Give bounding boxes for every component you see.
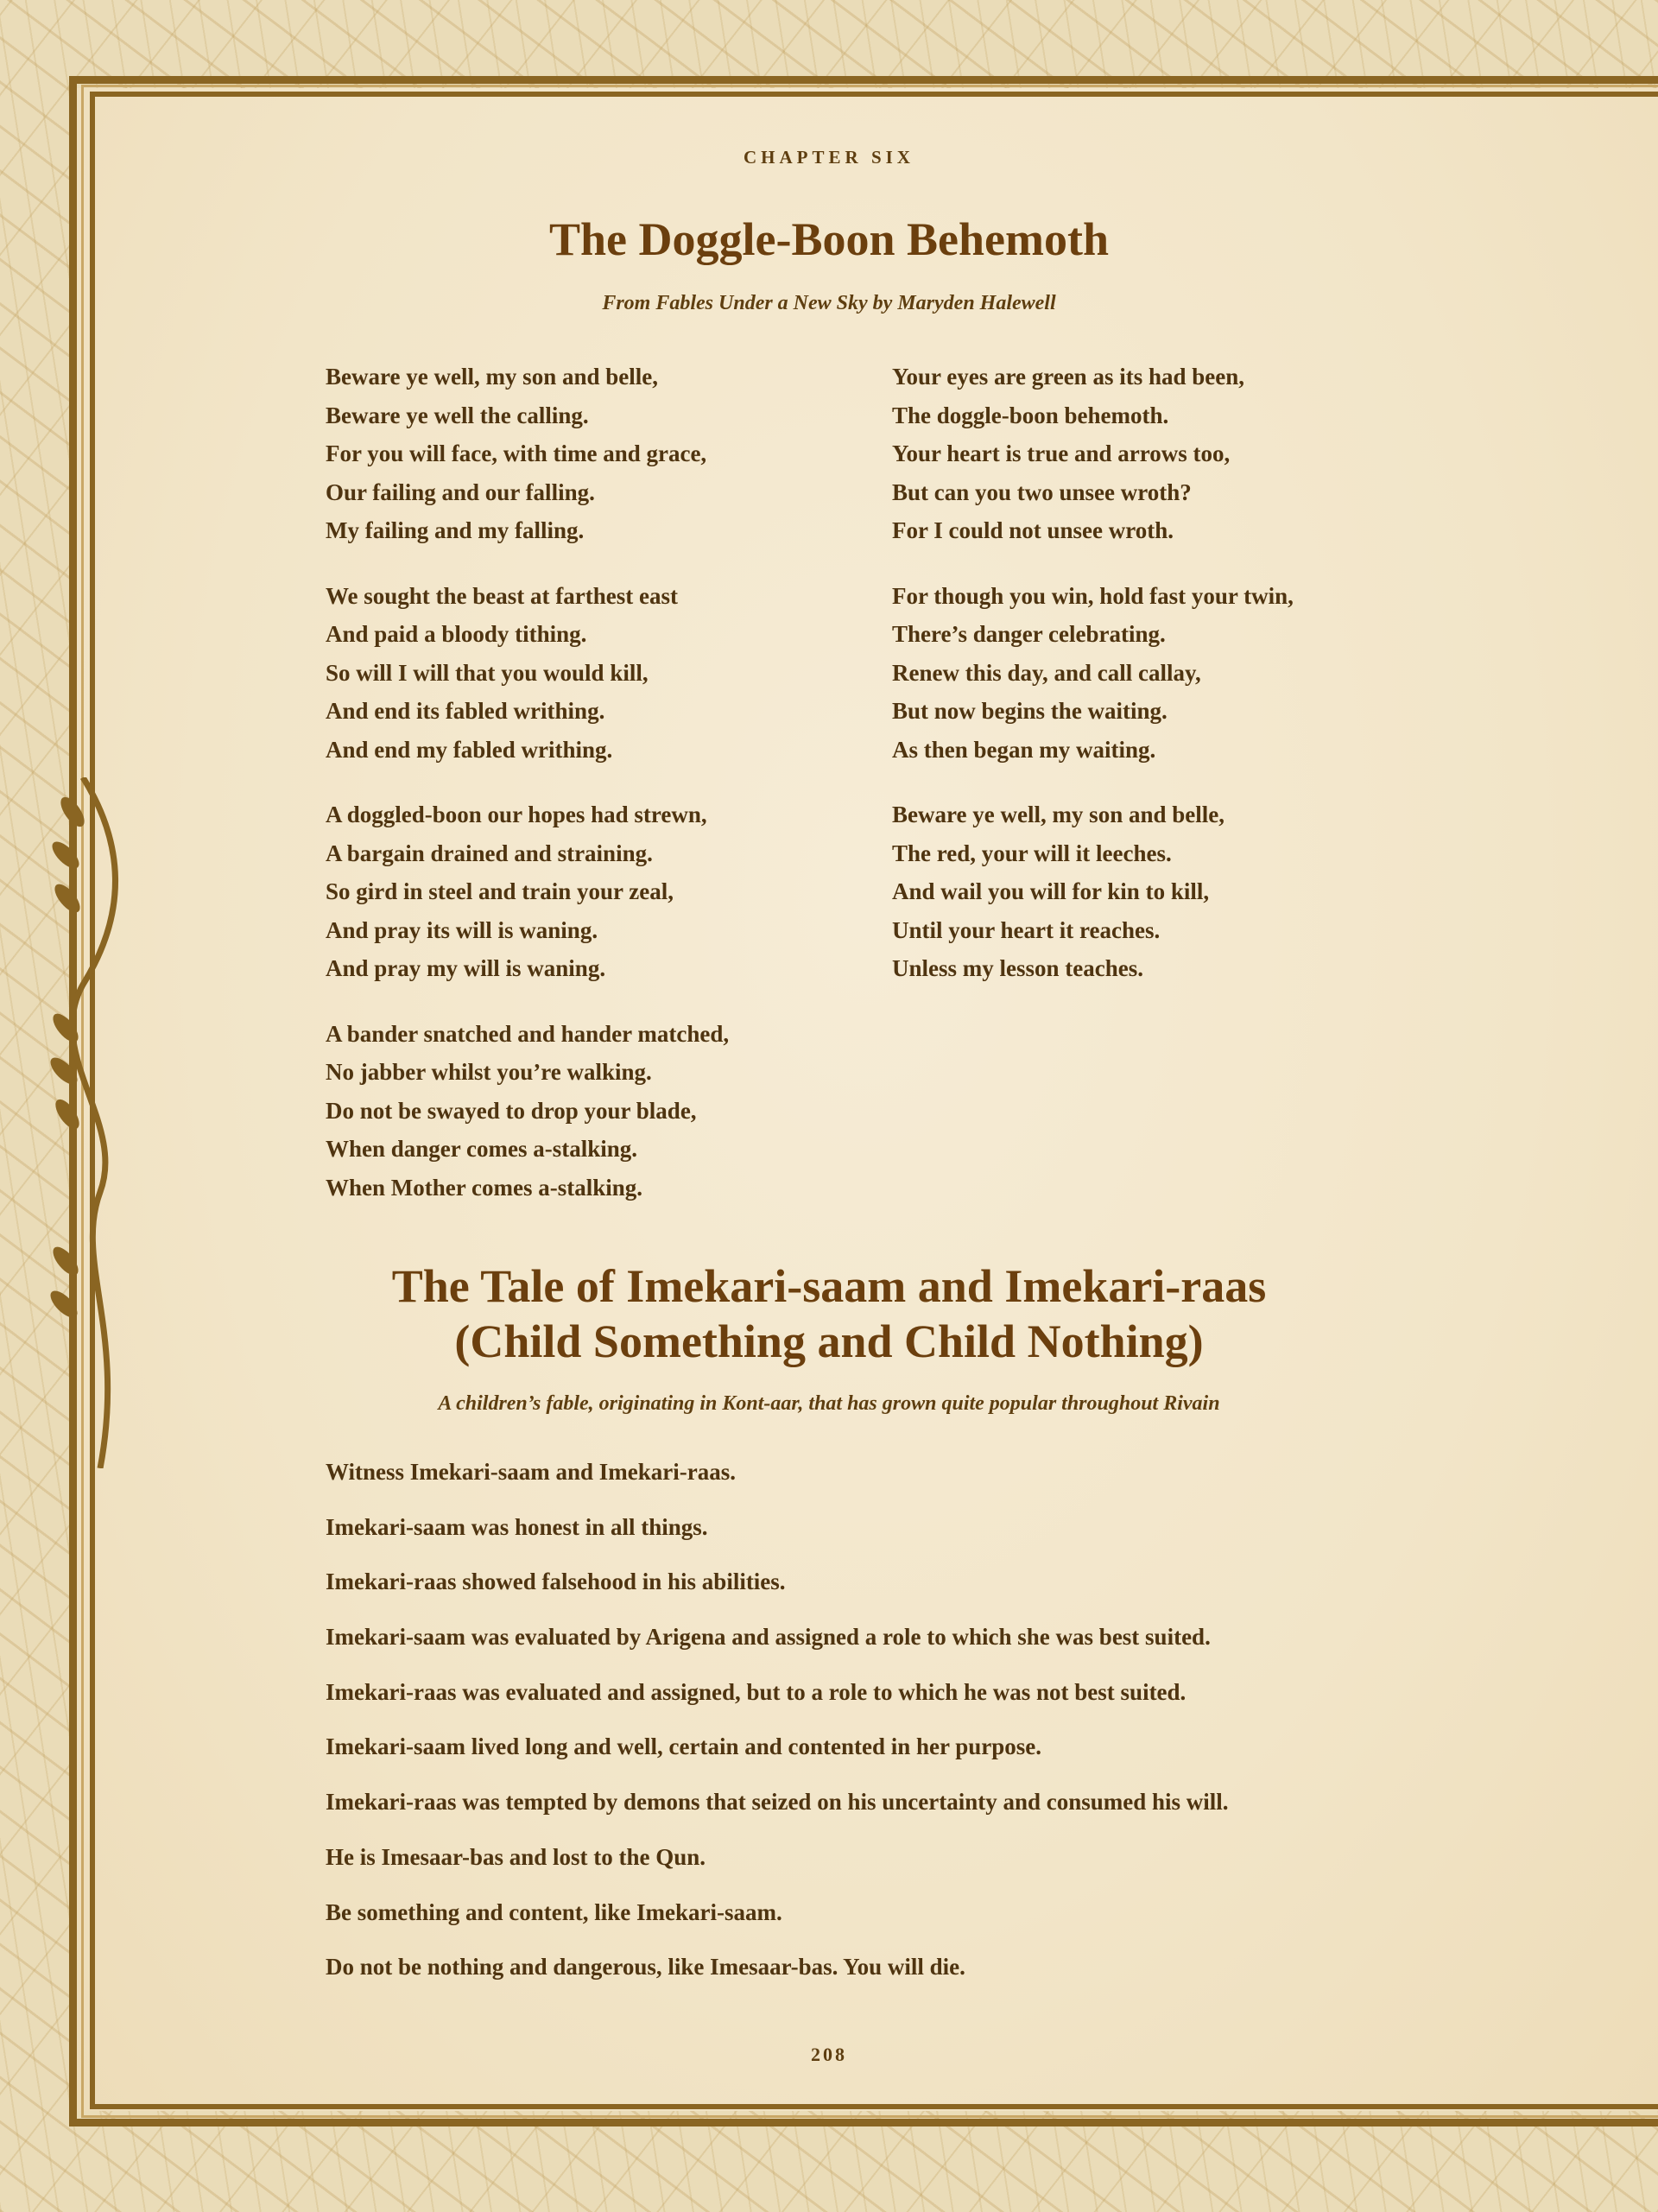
poem-line: The red, your will it leeches. [892, 840, 1172, 866]
stanza [326, 795, 878, 988]
poem-line: For I could not unsee wroth. [892, 517, 1174, 543]
poem-right-column [892, 358, 1445, 1015]
poem-line: There’s danger celebrating. [892, 621, 1166, 647]
chapter-label: CHAPTER SIX [744, 147, 914, 168]
poem-line: So gird in steel and train your zeal, [326, 878, 674, 904]
tale-line: Imekari-raas was tempted by demons that seized on his uncertainty and consumed his will. [326, 1789, 1229, 1816]
tale-line: Do not be nothing and dangerous, like Imesaar-bas. You will die. [326, 1954, 965, 1981]
tale-line: Imekari-saam was honest in all things. [326, 1513, 708, 1540]
poem-line: As then began my waiting. [892, 736, 1156, 763]
poem-line: Beware ye well the calling. [326, 402, 589, 428]
tale-body [326, 1456, 1405, 2006]
poem-line: Your heart is true and arrows too, [892, 440, 1231, 466]
poem-line: Until your heart it reaches. [892, 916, 1161, 943]
poem-line: So will I will that you would kill, [326, 659, 649, 686]
poem-line: When Mother comes a-stalking. [326, 1174, 642, 1201]
tale-title-line-1: The Tale of Imekari-saam and Imekari-raas [391, 1260, 1267, 1312]
poem-line: And pray its will is waning. [326, 916, 598, 943]
poem-line: Your eyes are green as its had been, [892, 364, 1244, 390]
poem-line: And pray my will is waning. [326, 955, 606, 981]
tale-line: Imekari-raas showed falsehood in his abilities. [326, 1569, 786, 1595]
stanza [326, 577, 878, 770]
poem-line: And wail you will for kin to kill, [892, 878, 1210, 904]
tale-line: Witness Imekari-saam and Imekari-raas. [326, 1459, 736, 1485]
poem-line: Unless my lesson teaches. [892, 955, 1143, 981]
tale-line: Be something and content, like Imekari-saam. [326, 1898, 782, 1925]
poem-left-column [326, 358, 878, 1233]
poem-line: When danger comes a-stalking. [326, 1136, 638, 1162]
poem-line: A bander snatched and hander matched, [326, 1020, 730, 1047]
tale-line: Imekari-saam was evaluated by Arigena and assigned a role to which she was best suited. [326, 1624, 1211, 1651]
poem-line: A bargain drained and straining. [326, 840, 653, 866]
poem-line: The doggle-boon behemoth. [892, 402, 1169, 428]
stanza [892, 795, 1445, 988]
poem-line: Do not be swayed to drop your blade, [326, 1097, 697, 1124]
poem-line: Renew this day, and call callay, [892, 659, 1201, 686]
tale-line: Imekari-raas was evaluated and assigned, but to a role to which he was not best suited. [326, 1678, 1187, 1705]
poem-line: My failing and my falling. [326, 517, 585, 543]
stanza [892, 577, 1445, 770]
poem-line: And end its fabled writhing. [326, 698, 605, 724]
poem-line: And end my fabled writhing. [326, 736, 613, 763]
stanza [892, 358, 1445, 550]
stanza [326, 358, 878, 550]
poem-line: But can you two unsee wroth? [892, 479, 1192, 505]
tale-title-line-2: (Child Something and Child Nothing) [454, 1315, 1204, 1367]
tale-line: He is Imesaar-bas and lost to the Qun. [326, 1843, 706, 1870]
poem-line: And paid a bloody tithing. [326, 621, 587, 647]
poem-source: From Fables Under a New Sky by Maryden Halewell [602, 292, 1056, 314]
poem-line: No jabber whilst you’re walking. [326, 1059, 652, 1085]
poem-line: Our failing and our falling. [326, 479, 595, 505]
poem-line: Beware ye well, my son and belle, [892, 802, 1225, 827]
poem-line: For though you win, hold fast your twin, [892, 582, 1294, 609]
poem-line: Beware ye well, my son and belle, [326, 364, 658, 390]
poem-line: For you will face, with time and grace, [326, 440, 707, 466]
page-number: 208 [811, 2044, 847, 2065]
tale-line: Imekari-saam lived long and well, certain and contented in her purpose. [326, 1733, 1042, 1760]
tale-title [0, 1259, 1658, 1369]
poem-line: But now begins the waiting. [892, 698, 1168, 724]
poem-line: We sought the beast at farthest east [326, 582, 678, 609]
poem-line: A doggled-boon our hopes had strewn, [326, 802, 707, 827]
tale-subtitle: A children’s fable, originating in Kont-aar, that has grown quite popular throughout Rivain [438, 1392, 1220, 1415]
poem-title: The Doggle-Boon Behemoth [549, 213, 1109, 265]
stanza [326, 1015, 878, 1207]
